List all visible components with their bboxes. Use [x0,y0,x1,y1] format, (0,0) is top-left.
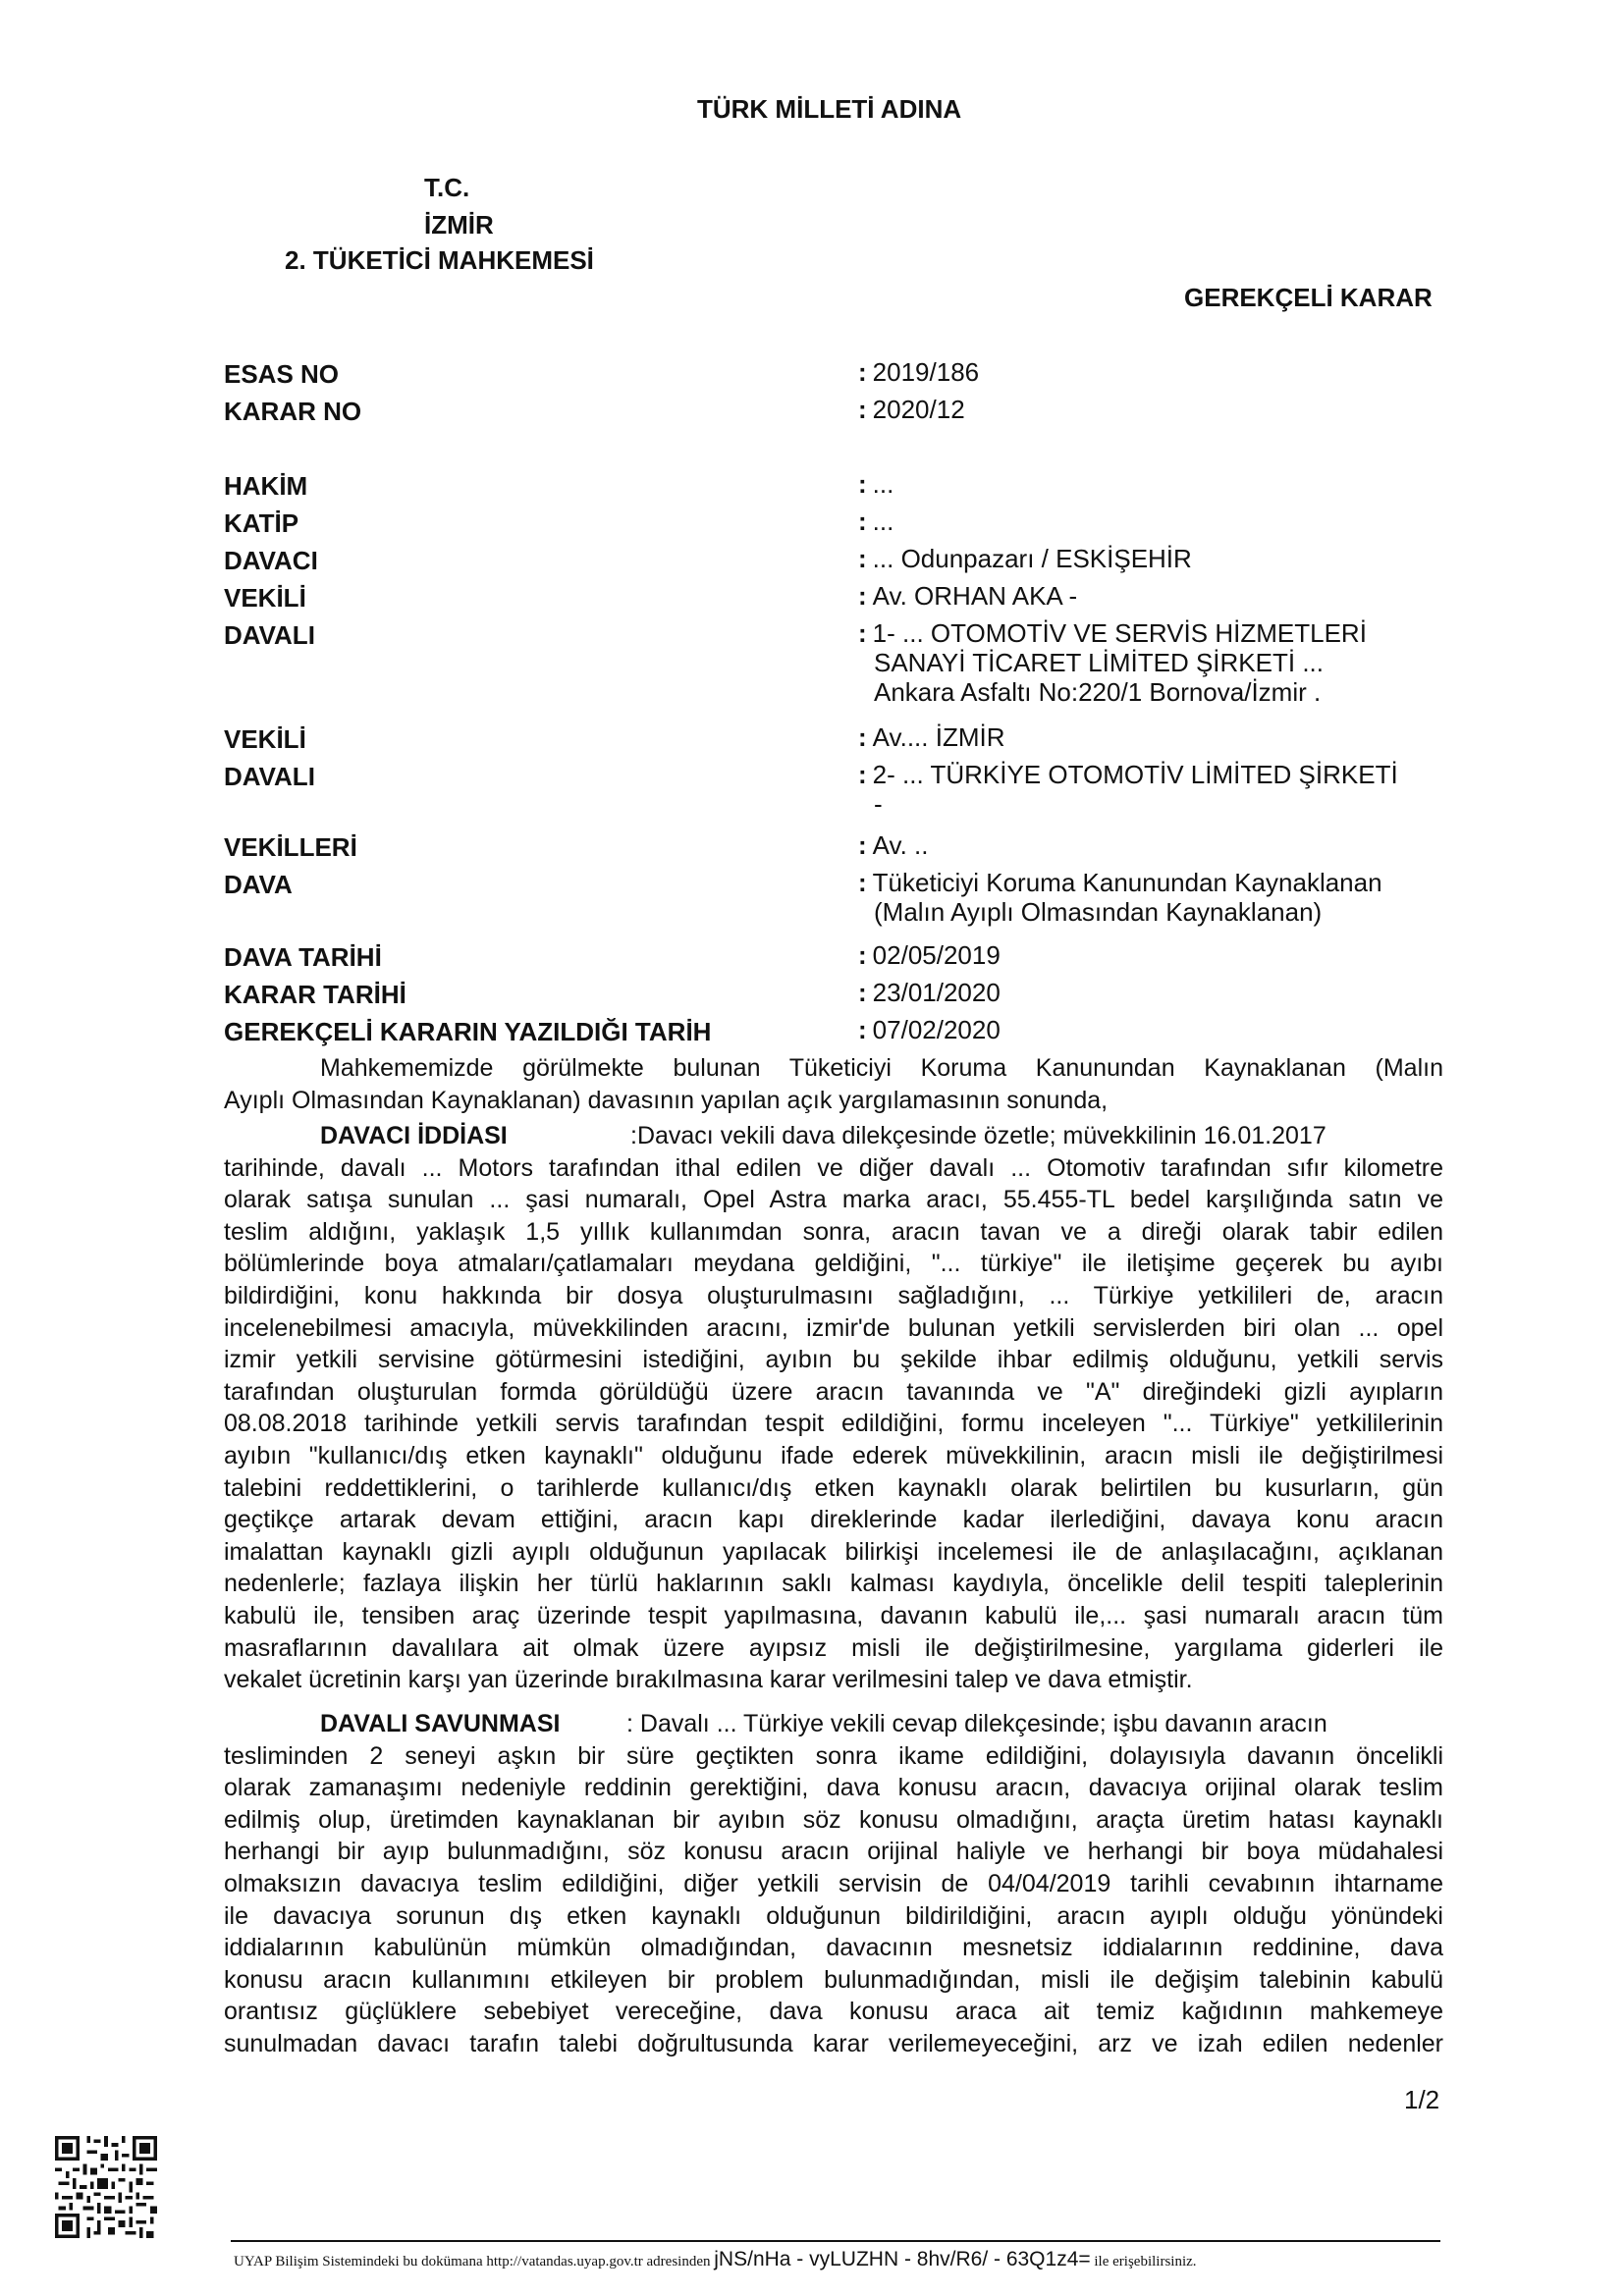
paragraph-line: izmir yetkili servisine götürmesini istediğini, ayıbın bu şekilde ihbar edilmiş olduğunu, yetkili servis [224,1346,1443,1374]
case-info-value: : Tüketiciyi Koruma Kanunundan Kaynaklanan (Malın Ayıplı Olmasından Kaynaklanan) [858,868,1382,927]
paragraph-line [224,1120,1443,1152]
case-info-value-line: 2019/186 [872,357,980,387]
case-info-value-line: Av.... İZMİR [872,722,1005,752]
footer-prefix: UYAP Bilişim Sistemindeki bu dokümana http://vatandas.uyap.gov.tr adresinden [234,2254,711,2269]
paragraph-line: 08.08.2018 tarihinde yetkili servis tarafından tespit edildiğini, formu inceleyen "... Türkiye" yetkililerinin [224,1410,1443,1438]
case-info-label: DAVALI [224,762,315,791]
case-info-value-line: 02/05/2019 [872,940,1001,970]
case-info-value-line: (Malın Ayıplı Olmasından Kaynaklanan) [874,897,1323,927]
case-info-value: : ... Odunpazarı / ESKİŞEHİR [858,544,1192,573]
case-info-value: : 2- ... TÜRKİYE OTOMOTİV LİMİTED ŞİRKETİ - [858,760,1398,819]
case-info-value: : ... [858,507,894,536]
paragraph-line: talebini reddettiklerini, o tarihlerde kullanıcı/dış etken kaynaklı olarak belirtilen bu kusurların, gün [224,1473,1443,1502]
paragraph-line [224,1708,1443,1740]
page-number: 1/2 [1404,2085,1440,2114]
case-info-label: VEKİLİ [224,583,306,613]
case-info-label: KARAR NO [224,397,362,426]
case-info-value-line: 2020/12 [872,395,965,424]
case-info-value-line: 07/02/2020 [872,1015,1001,1044]
case-info-label: GEREKÇELİ KARARIN YAZILDIĞI TARİH [224,1017,712,1046]
paragraph-line-text: :Davacı vekili dava dilekçesinde özetle; müvekkilinin 16.01.2017 [630,1122,1326,1149]
case-info-value-line: SANAYİ TİCARET LİMİTED ŞİRKETİ ... [874,648,1324,677]
case-info-value-line: 2- ... TÜRKİYE OTOMOTİV LİMİTED ŞİRKETİ [872,760,1398,789]
case-info-label: DAVA [224,870,293,899]
case-info-value: : 07/02/2020 [858,1015,1001,1044]
paragraph-line: teslim aldığını, yaklaşık 1,5 yıllık kullanımdan sonra, aracın tavan ve a direği olarak tabir edilen [224,1217,1443,1246]
paragraph-line: imalattan kaynaklı gizli ayıplı olduğunun yapılacak bilirkişi incelemesi ile de anlaşılacağını, açıklanan [224,1537,1443,1566]
case-info-label: VEKİLİ [224,724,306,754]
paragraph-line-text: : Davalı ... Türkiye vekili cevap dilekçesinde; işbu davanın aracın [626,1710,1327,1737]
paragraph-line: tesliminden 2 seneyi aşkın bir süre geçtikten sonra ikame edildiğini, dolayısıyla davanın öncelikli [224,1741,1443,1770]
qr-code-icon [55,2136,157,2238]
case-info-value-line: Tüketiciyi Koruma Kanunundan Kaynaklanan [872,868,1382,897]
paragraph-line: Mahkememizde görülmekte bulunan Tüketiciyi Koruma Kanunundan Kaynaklanan (Malın [320,1054,1443,1082]
case-info-value: : ... [858,469,894,499]
case-info-value-line: Ankara Asfaltı No:220/1 Bornova/İzmir . [874,677,1322,707]
plaintiff-claim-heading: DAVACI İDDİASI [320,1122,508,1149]
case-info-value-line: Av. ORHAN AKA - [872,581,1078,611]
case-info-label: ESAS NO [224,359,340,389]
defense-heading: DAVALI SAVUNMASI [320,1710,561,1737]
paragraph-line: sunulmadan davacı tarafın talebi doğrultusunda karar verilemeyeceğini, arz ve izah edilen nedenler [224,2029,1443,2057]
paragraph-line: iddialarının kabulünün mümkün olmadığından, davacının mesnetsiz iddialarının reddinine, dava [224,1934,1443,1962]
case-info-label: DAVACI [224,546,318,575]
case-info-label: VEKİLLERİ [224,832,357,862]
case-info-value: : 2020/12 [858,395,965,424]
case-info-value-line: - [874,789,883,819]
case-info-label: KARAR TARİHİ [224,980,406,1009]
paragraph-line: Ayıplı Olmasından Kaynaklanan) davasının yapılan açık yargılamasının sonunda, [224,1086,1109,1114]
case-info-value: : Av. .. [858,830,929,860]
case-info-value-line: ... Odunpazarı / ESKİŞEHİR [872,544,1192,573]
case-info-value: : Av.... İZMİR [858,722,1005,752]
paragraph-line: kabulü ile, tensiben araç üzerinde tespit yapılmasına, davanın kabulü ile,... şasi numaralı aracın tüm [224,1601,1443,1629]
footer-text [234,2248,1197,2271]
case-info-value-line: ... [872,507,894,536]
defense-paragraph [224,1708,1443,2060]
paragraph-line: geçtikçe artarak devam ettiğini, aracın kapı direklerinde kadar ilerlediğini, davaya konu aracın [224,1506,1443,1534]
plaintiff-claim-paragraph [224,1120,1443,1696]
paragraph-line: bölümlerinde boya atmaları/çatlamaları meydana geldiğini, "... türkiye" ile iletişime geçerek bu ayıbı [224,1250,1443,1278]
case-info-label: DAVA TARİHİ [224,942,382,972]
paragraph-line: ile davacıya sorunun dış etken kaynaklı olduğunun bildirildiğini, aracın ayıplı olduğu yönündeki [224,1901,1443,1930]
paragraph-line: bildirdiğini, konu hakkında bir dosya oluşturulmasını sağladığını, ... Türkiye yetkilileri de, aracın [224,1281,1443,1309]
paragraph-line: masraflarının davalılara ait olmak üzere ayıpsız misli ile değiştirilmesine, yargılama giderleri ile [224,1633,1443,1662]
paragraph-line: vekalet ücretinin karşı yan üzerinde bırakılmasına karar verilmesini talep ve dava etmiştir. [224,1666,1193,1694]
intro-paragraph [224,1052,1443,1116]
city-label: İZMİR [424,210,494,240]
paragraph-line: edilmiş olup, üretimden kaynaklanan bir ayıbın söz konusu olmadığını, araçta üretim hatası kaynaklı [224,1805,1443,1834]
court-name: 2. TÜKETİCİ MAHKEMESİ [285,245,594,275]
footer-verification-code: jNS/nHa - vyLUZHN - 8hv/R6/ - 63Q1z4= [714,2248,1091,2270]
case-info-value: : 23/01/2020 [858,978,1001,1007]
case-info-value-line: ... [872,469,894,499]
case-info-value: : 2019/186 [858,357,980,387]
footer-divider [231,2240,1440,2242]
case-info-value: : 02/05/2019 [858,940,1001,970]
paragraph-line: ayıbın "kullanıcı/dış etken kaynaklı" olduğunu ifade ederek müvekkilinin, aracın misli ile değiştirilmesi [224,1441,1443,1469]
case-info-label: KATİP [224,508,299,538]
case-info-value-line: 1- ... OTOMOTİV VE SERVİS HİZMETLERİ [872,618,1367,648]
case-info-value: : 1- ... OTOMOTİV VE SERVİS HİZMETLERİ SANAYİ TİCARET LİMİTED ŞİRKETİ ... Ankara Asfaltı No:220/1 Bornova/İzmir . [858,618,1367,707]
footer-suffix: ile erişebilirsiniz. [1094,2254,1197,2269]
paragraph-line: nedenlerle; fazlaya ilişkin her türlü haklarının saklı kalması kaydıyla, öncelikle delil tespiti taleplerinin [224,1570,1443,1598]
paragraph-line: incelenebilmesi amacıyla, müvekkilinden aracını, izmir'de bulunan yetkili servislerden biri olan ... opel [224,1313,1443,1342]
national-title: TÜRK MİLLETİ ADINA [697,94,962,124]
paragraph-line: olmaksızın davacıya teslim edildiğini, diğer yetkili servisin de 04/04/2019 tarihli cevabının ihtarname [224,1869,1443,1897]
case-info-value: : Av. ORHAN AKA - [858,581,1078,611]
tc-label: T.C. [424,173,470,202]
paragraph-line: tarihinde, davalı ... Motors tarafından ithal edilen ve diğer davalı ... Otomotiv tarafından sıfır kilometre [224,1153,1443,1182]
case-info-value-line: 23/01/2020 [872,978,1001,1007]
paragraph-line: konusu aracın kullanımını etkileyen bir problem bulunmadığından, misli ile değişim talebinin kabulü [224,1965,1443,1994]
decision-type: GEREKÇELİ KARAR [1184,283,1433,312]
paragraph-line: olarak zamanaşımı nedeniyle reddinin gerektiğini, dava konusu aracın, davacıya orijinal olarak teslim [224,1774,1443,1802]
case-info-value-line: Av. .. [872,830,929,860]
paragraph-line: herhangi bir ayıp bulunmadığını, söz konusu aracın orijinal haliyle ve herhangi bir boya müdahalesi [224,1838,1443,1866]
case-info-label: HAKİM [224,471,308,501]
case-info-label: DAVALI [224,620,315,650]
paragraph-line: tarafından oluşturulan formda görüldüğü üzere aracın tavanında ve "A" direğindeki gizli ayıpların [224,1377,1443,1406]
paragraph-line: olarak satışa sunulan ... şasi numaralı, Opel Astra marka aracı, 55.455-TL bedel karşılığında satın ve [224,1186,1443,1214]
paragraph-line: orantısız güçlüklere sebebiyet vereceğine, dava konusu araca ait temiz kağıdının mahkemeye [224,1998,1443,2026]
